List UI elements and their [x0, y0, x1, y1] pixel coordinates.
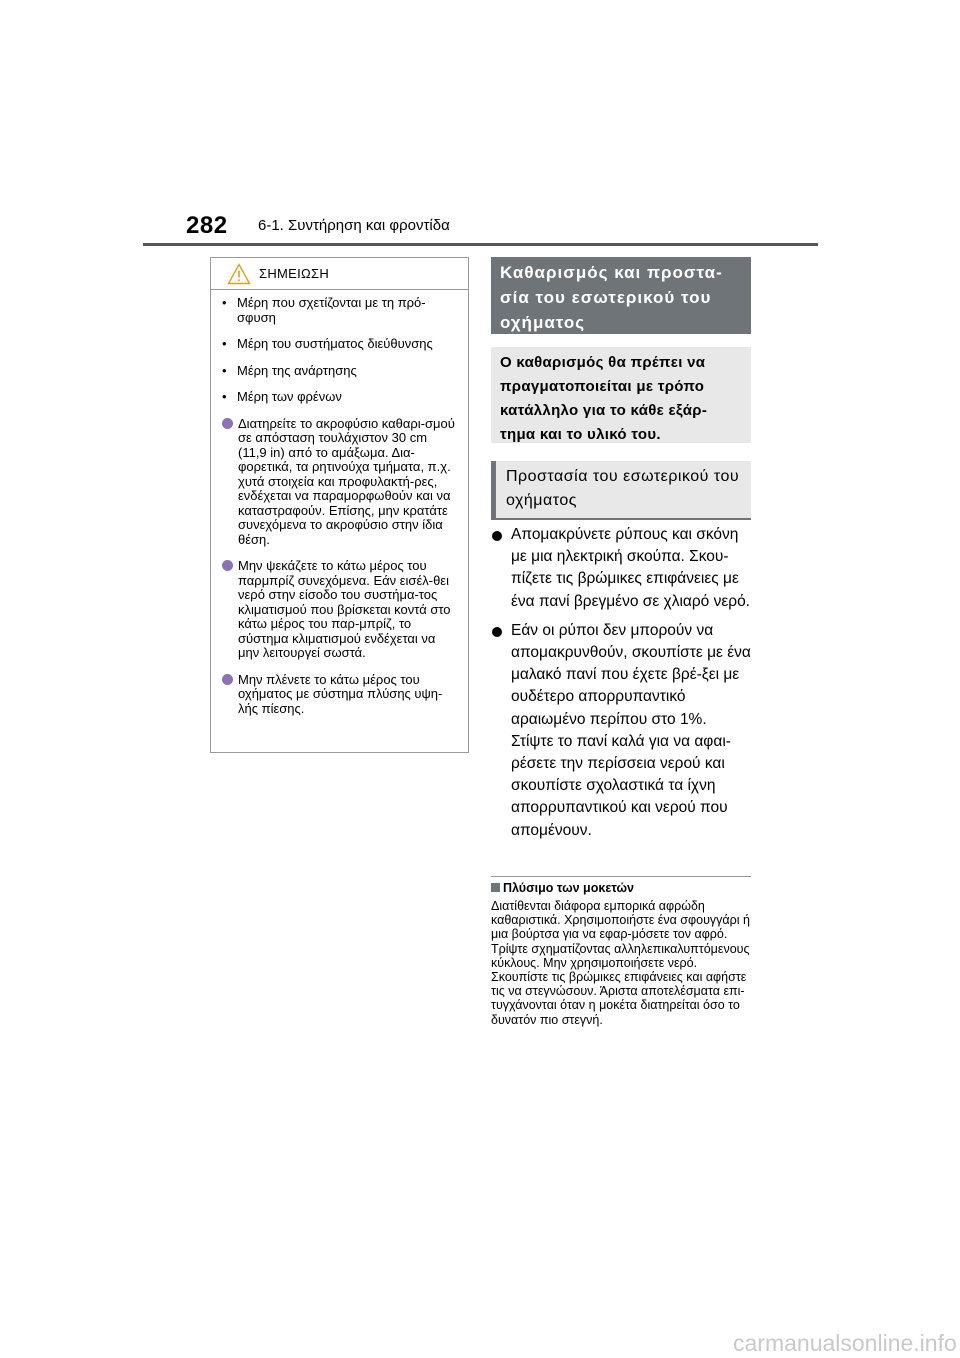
note-caution-text: Μην πλένετε το κάτω μέρος του οχήματος με σύστημα πλύσης υψη-λής πίεσης. — [238, 671, 443, 716]
page-number: 282 — [186, 212, 228, 239]
note-bullet: • Μέρη των φρένων — [220, 390, 458, 405]
mats-heading-text: Πλύσιμο των μοκετών — [503, 881, 634, 895]
note-caution-text: Διατηρείτε το ακροφύσιο καθαρι-σμού σε απόσταση τουλάχιστον 30 cm (11,9 in) από το αμάξωμα. Δια-φορετικά, τα ρητινούχα τμήματα, π.χ. χυτά στοιχεία και προφυλακτή-ρες, ενδέχεται να παραμορφωθούν και να καταστραφούν. Επίσης, μην κρατάτε συνεχόμενα το ακροφύσιο στην ίδια θέση. — [238, 415, 455, 547]
intro-box: Ο καθαρισμός θα πρέπει να πραγματοποιείται με τρόπο κατάλληλο για το κάθε εξάρ-τημα και το υλικό του. — [491, 347, 751, 443]
header-divider — [143, 243, 818, 246]
list-item — [491, 524, 751, 613]
note-caution-item — [220, 559, 458, 661]
note-body — [211, 290, 468, 716]
chapter-heading: Καθαρισμός και προστα-σία του εσωτερικού του οχήματος — [491, 257, 751, 334]
list-item-text: Εάν οι ρύποι δεν μπορούν να απομακρυνθούν, σκουπίστε με ένα μαλακό πανί που έχετε βρέ-ξει με ουδέτερο απορρυπαντικό αραιωμένο περίπου στο 1%. Στίψτε το πανί καλά για να αφαι-ρέσετε την περίσσεια νερού και σκουπίστε σχολαστικά τα ίχνη απορρυπαντικού και νερού που απομένουν. — [511, 621, 751, 839]
list-item — [491, 620, 751, 842]
note-bullet: • Μέρη της ανάρτησης — [220, 364, 458, 379]
note-bullet: • Μέρη του συστήματος διεύθυνσης — [220, 337, 458, 352]
note-caution-text: Μην ψεκάζετε το κάτω μέρος του παρμπρίζ συνεχόμενα. Εάν εισέλ-θει νερό στην είσοδο του συστήμα-τος κλιματισμού που βρίσκεται κοντά στο κάτω μέρος του παρ-μπρίζ, το σύστημα κλιματισμού ενδέχεται να μην λειτουργεί σωστά. — [238, 558, 451, 660]
note-caution-item — [220, 417, 458, 548]
watermark: carmanualsonline.info — [733, 1330, 957, 1356]
note-box — [210, 257, 469, 753]
note-title: ΣΗΜΕΙΩΣΗ — [259, 266, 330, 281]
section-title: 6-1. Συντήρηση και φροντίδα — [258, 217, 450, 234]
list-item-text: Απομακρύνετε ρύπους και σκόνη με μια ηλεκτρική σκούπα. Σκου-πίζετε τις βρώμικες επιφάνειες με ένα πανί βρεγμένο σε χλιαρό νερό. — [511, 526, 750, 610]
note-header — [211, 258, 468, 290]
subsection-divider — [491, 876, 751, 877]
note-bullet: • Μέρη που σχετίζονται με τη πρό-σφυση — [220, 296, 458, 325]
mats-body: Διατίθενται διάφορα εμπορικά αφρώδη καθαριστικά. Χρησιμοποιήστε ένα σφουγγάρι ή μια βούρτσα για να εφαρ-μόσετε τον αφρό. Τρίψτε σχηματίζοντας αλληλεπικαλυπτόμενους κύκλους. Μην χρησιμοποιήσετε νερό. Σκουπίστε τις βρώμικες επιφάνειες και αφήστε τις να στεγνώσουν. Άριστα αποτελέσματα επι-τυγχάνονται όταν η μοκέτα διατηρείται όσο το δυνατόν πιο στεγνή. — [491, 899, 750, 1027]
bullet-dot-icon — [492, 531, 502, 541]
purple-dot-icon — [222, 418, 233, 429]
note-caution-item — [220, 673, 458, 717]
bullet-dot-icon — [492, 627, 502, 637]
purple-dot-icon — [222, 560, 233, 571]
square-bullet-icon — [491, 883, 500, 892]
purple-dot-icon — [222, 674, 233, 685]
instruction-list — [491, 524, 751, 849]
mats-heading — [491, 881, 634, 895]
warning-triangle-icon — [227, 263, 251, 285]
subsection-heading: Προστασία του εσωτερικού του οχήματος — [491, 461, 751, 520]
